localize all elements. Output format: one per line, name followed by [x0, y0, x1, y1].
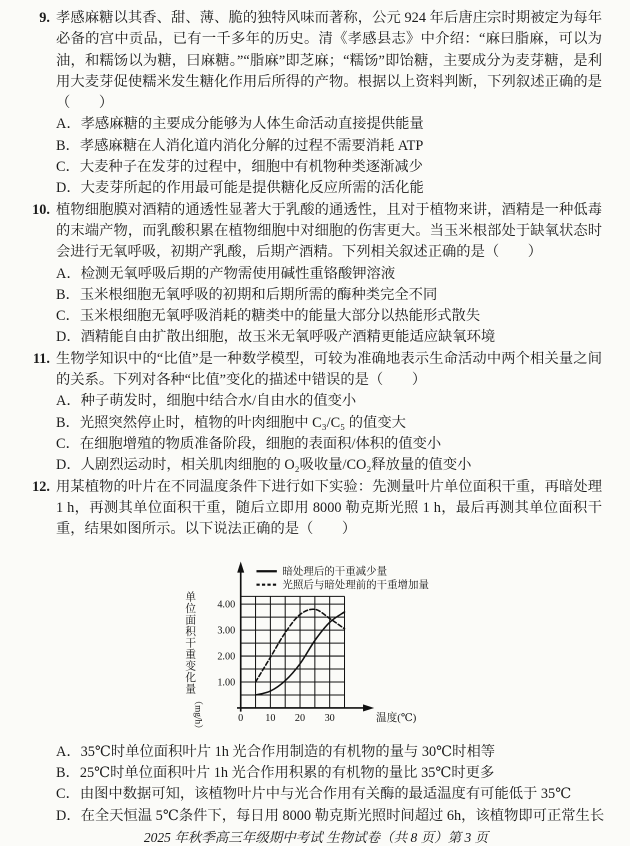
- x-tick-label: 20: [294, 713, 306, 725]
- legend-label: 光照后与暗处理前的干重增加量: [282, 580, 429, 592]
- option-c: C．大麦种子在发芽的过程中，细胞中有机物种类逐渐减少: [56, 159, 423, 176]
- y-axis-label: 单位面积干重变化量: [185, 592, 197, 696]
- option-c: C．由图中数据可知，该植物叶片中与光合作用有关酶的最适温度有可能低于 35℃: [56, 786, 572, 803]
- option-d: D．在全天恒温 5℃条件下，每日用 8000 勒克斯光照时间超过 6h，该植物即可正常生长: [56, 807, 605, 824]
- option-b: B．光照突然停止时，植物的叶肉细胞中 C₃/C₅ 的值变大: [56, 414, 406, 431]
- x-tick-label: 10: [265, 713, 276, 725]
- question-12: [30, 477, 605, 828]
- question-content: [56, 8, 602, 200]
- x-tick-label: 0: [238, 713, 244, 725]
- question-11: [30, 349, 602, 477]
- question-number: 12.: [32, 478, 50, 495]
- question-number: 11.: [32, 350, 50, 367]
- option-a: A．种子萌发时，细胞中结合水/自由水的值变小: [56, 393, 357, 410]
- option-a: A．孝感麻糖的主要成分能够为人体生命活动直接提供能量: [56, 116, 424, 133]
- question-content: [56, 200, 602, 349]
- question-body: 用某植物的叶片在不同温度条件下进行如下实验：先测量叶片单位面积干重，再暗处理 1 h，再测其单位面积干重，随后立即用 8000 勒克斯光照 1 h，最后再测其单位面积干重，结果如图所示。以下说法正确的是（ ）: [56, 478, 602, 538]
- chart-tick-labels: [217, 600, 334, 724]
- y-tick-label: 1.00: [217, 677, 236, 689]
- question-number: 10.: [32, 201, 50, 218]
- option-d: D．酒精能自由扩散出细胞，故玉米无氧呼吸产酒精更能适应缺氧环境: [56, 329, 496, 346]
- option-c: C．玉米根细胞无氧呼吸消耗的糖类中的能量大部分以热能形式散失: [56, 308, 481, 325]
- question-content: [56, 477, 605, 828]
- y-tick-label: 2.00: [217, 651, 236, 663]
- option-b: B．玉米根细胞无氧呼吸的初期和后期所需的酶种类完全不同: [56, 286, 438, 303]
- page-footer: 2025 年秋季高三年级期中考试 生物试卷（共 8 页）第 3 页: [143, 830, 489, 846]
- option-d: D．大麦芽所起的作用最可能是提供糖化反应所需的活化能: [56, 180, 424, 197]
- option-d: D．人剧烈运动时，相关肌肉细胞的 O₂吸收量/CO₂释放量的值变小: [56, 457, 472, 474]
- chart-svg: [174, 543, 452, 739]
- question-body: 孝感麻糖以其香、甜、薄、脆的独特风味而著称，公元 924 年后唐庄宗时期被定为每年必备的宫中贡品，已有一千多年的历史。清《孝感县志》中介绍：“麻曰脂麻，可以为油，和糯饧以为糖，曰麻糖。”“脂麻”即芝麻；“糯饧”即饴糖，主要成分为麦芽糖，是利用大麦芽促使糯米发生糖化作用后所得的产物。根据以上资料判断，下列叙述正确的是（ ）: [56, 10, 602, 112]
- y-tick-label: 4.00: [217, 600, 236, 612]
- y-axis-unit: （mg/h）: [192, 696, 203, 734]
- question-10: [30, 200, 602, 349]
- question-body: 生物学知识中的“比值”是一种数学模型，可较为准确地表示生命活动中两个相关量之间的关系。下列对各种“比值”变化的描述中错误的是（ ）: [56, 350, 602, 389]
- question-number: 9.: [39, 10, 50, 26]
- option-b: B．孝感麻糖在人消化道内消化分解的过程不需要消耗 ATP: [56, 137, 424, 154]
- chart-grid: [241, 597, 345, 709]
- x-axis-label: 温度(℃): [376, 713, 417, 725]
- question-body: 植物细胞膜对酒精的通透性显著大于乳酸的通透性，且对于植物来讲，酒精是一种低毒的末端产物，而乳酸积累在植物细胞中对细胞的伤害更大。当玉米根部处于缺氧状态时会进行无氧呼吸，初期产乳酸，后期产酒精。下列相关叙述正确的是（ ）: [56, 201, 602, 261]
- y-tick-label: 3.00: [217, 626, 236, 638]
- question-content: [56, 349, 602, 477]
- option-b: B．25℃时单位面积叶片 1h 光合作用积累的有机物的量比 35℃时更多: [56, 765, 495, 782]
- option-a: A．检测无氧呼吸后期的产物需使用碱性重铬酸钾溶液: [56, 265, 396, 282]
- option-c: C．在细胞增殖的物质准备阶段，细胞的表面积/体积的值变小: [56, 435, 442, 452]
- q12-dry-weight-chart: [174, 543, 454, 739]
- legend-label: 暗处理后的干重减少量: [282, 566, 388, 578]
- x-tick-label: 30: [324, 713, 335, 725]
- question-9: [30, 8, 602, 200]
- option-a: A．35℃时单位面积叶片 1h 光合作用制造的有机物的量与 30℃时相等: [56, 743, 496, 760]
